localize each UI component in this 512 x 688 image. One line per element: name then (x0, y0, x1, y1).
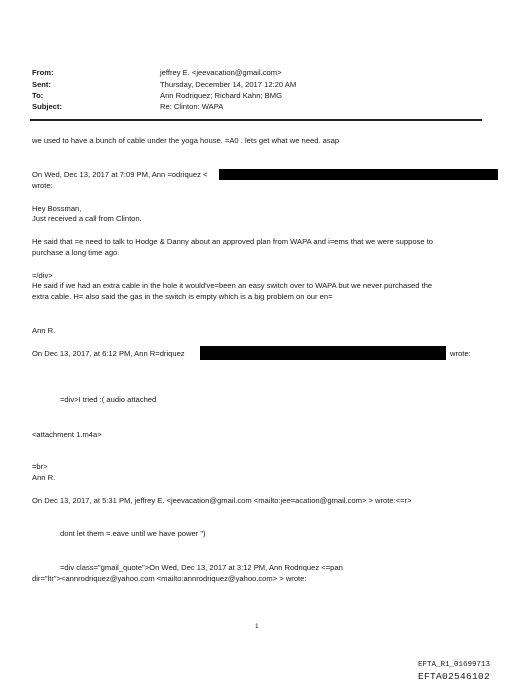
signature: Ann R. (32, 326, 56, 335)
body-line: extra cable. H= also said the gas in the switch is empty which is a big problem on our en= (32, 292, 333, 301)
from-label: From: (32, 68, 54, 77)
header-divider (30, 119, 482, 121)
bates-number-1: EFTA_R1_01699713 (417, 661, 490, 669)
body-line: Hey Bossman, (32, 204, 82, 213)
sent-value: Thursday, December 14, 2017 12:20 AM (160, 80, 297, 89)
sent-label: Sent: (32, 80, 51, 89)
quote-header: On Wed, Dec 13, 2017 at 7:09 PM, Ann =odriquez < (32, 170, 208, 179)
body-line: =div>I tried :( audio attached (60, 395, 157, 404)
quote-header: On Dec 13, 2017, at 5:31 PM, jeffrey E. <jeevacation@gmail.com <mailto:jee=acation@gmail.com> > wrote:<=r> (32, 496, 412, 505)
subject-label: Subject: (32, 102, 62, 111)
quote-header-wrote: wrote: (32, 181, 53, 190)
quote-header: On Dec 13, 2017, at 6:12 PM, Ann R=driquez (32, 349, 185, 358)
body-line: dir="ltr"><annrodriquez@yahoo.com <mailto:annrodriquez@yahoo.com> > wrote: (32, 574, 307, 583)
page-number: 1 (255, 623, 259, 630)
attachment-name: <attachment 1.m4a> (32, 430, 102, 439)
redaction-bar (200, 346, 446, 360)
body-line: He said that =e need to talk to Hodge & Danny about an approved plan from WAPA and i=ems that we were suppose to (32, 237, 434, 246)
body-line: =/div> (32, 271, 53, 280)
signature: Ann R. (32, 473, 56, 482)
to-value: Ann Rodriquez; Richard Kahn; BMG (160, 91, 282, 100)
redaction-bar (219, 169, 498, 180)
body-line: we used to have a bunch of cable under the yoga house. =A0 . lets get what we need. asap (32, 136, 340, 145)
subject-value: Re: Clinton: WAPA (160, 102, 224, 111)
body-line: dont let them =.eave until we have power ") (60, 529, 206, 538)
to-label: To: (32, 91, 44, 100)
bates-number-2: EFTA02546102 (417, 671, 490, 682)
body-line: purchase a long time ago. (32, 248, 120, 257)
body-line: Just received a call from Clinton. (32, 214, 142, 223)
quote-header-wrote: wrote: (450, 349, 471, 358)
body-line: =div class="gmail_quote">On Wed, Dec 13, 2017 at 3:12 PM, Ann Rodriquez <=pan (60, 563, 343, 572)
body-line: =br> (32, 462, 48, 471)
from-value: jeffrey E. <jeevacation@gmail.com> (160, 68, 282, 77)
body-line: He said if we had an extra cable in the hole it would've=been an easy switch over to WAPA but we never purchased the (32, 281, 433, 290)
